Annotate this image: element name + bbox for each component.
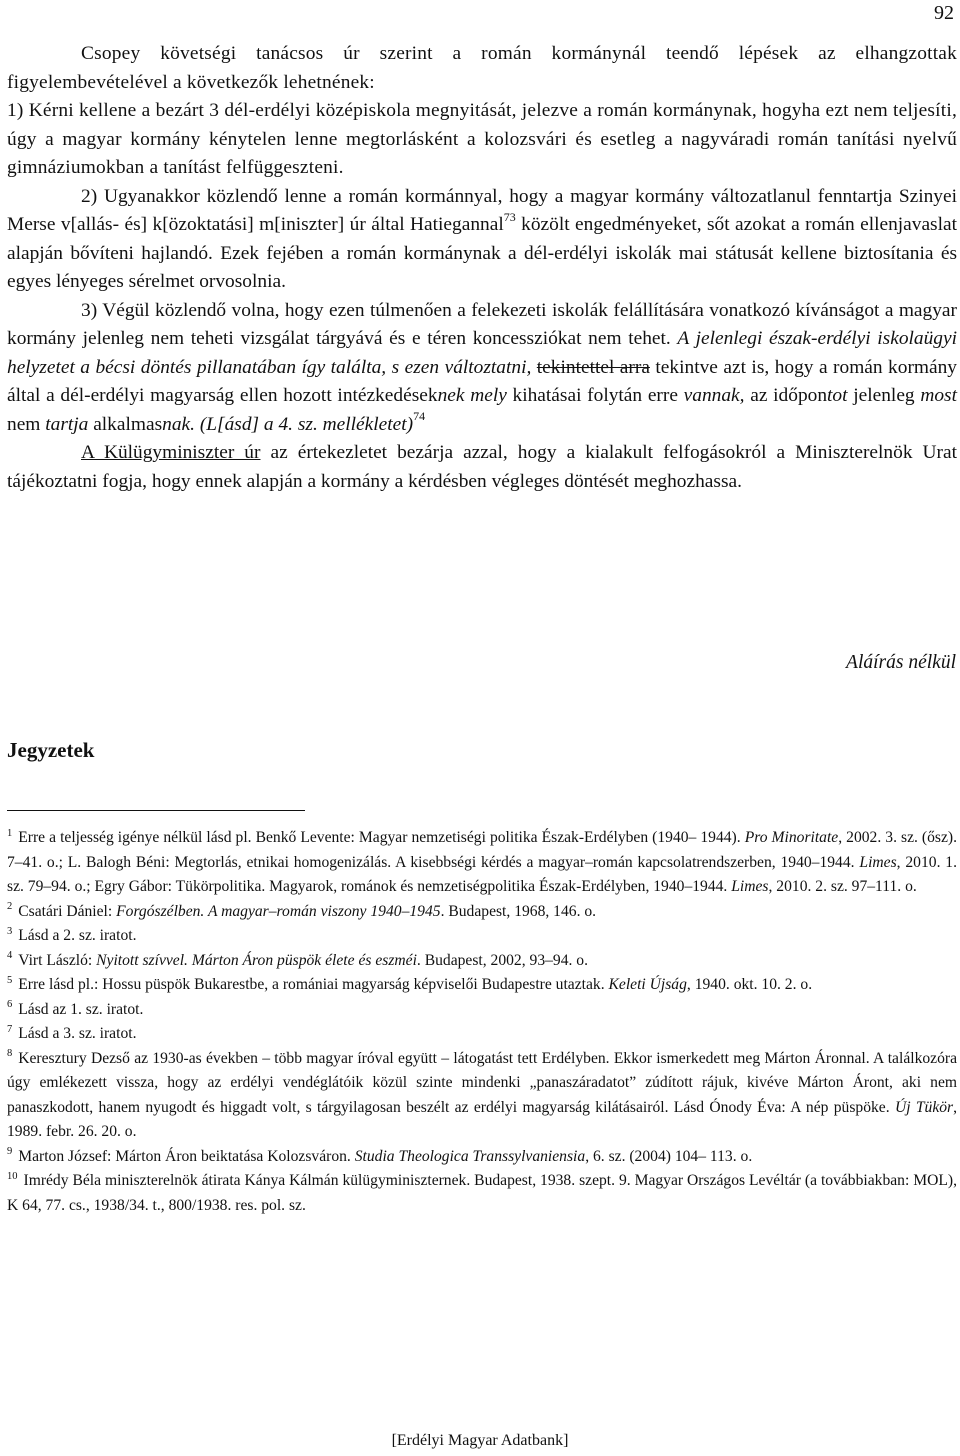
paragraph-point-1: 1) Kérni kellene a bezárt 3 dél-erdélyi középiskola megnyitását, jelezve a román kormánynak, hogyha ezt nem teljesíti, úgy a magyar kormány kénytelen lenne megtorlásként a kolozsvári és esetleg a nagyváradi román tanítási nyelvű gimnáziumokban a tanítást felfüggeszteni. bbox=[7, 100, 957, 178]
footnote-italic: Limes bbox=[859, 853, 897, 871]
footnote-text: . Budapest, 2002, 93–94. o. bbox=[416, 951, 588, 969]
footnote-text: Lásd az 1. sz. iratot. bbox=[18, 1000, 144, 1018]
footnote-8 bbox=[7, 1047, 957, 1145]
footnote-text: Marton József: Márton Áron beiktatása Kolozsváron. bbox=[18, 1147, 355, 1165]
inserted-text: tartja bbox=[45, 413, 89, 435]
text-run: nem bbox=[7, 413, 46, 435]
paragraph-closing bbox=[7, 439, 957, 496]
footnote-text: , 6. sz. (2004) 104– 113. o. bbox=[585, 1147, 753, 1165]
inserted-text: nek mely bbox=[437, 385, 507, 406]
footnote-9 bbox=[7, 1145, 957, 1170]
struck-text: tekintettel arra bbox=[536, 356, 650, 378]
footnote-text: Lásd a 3. sz. iratot. bbox=[18, 1025, 137, 1042]
paragraph-intro: Csopey követségi tanácsos úr szerint a román kormánynál teendő lépések az elhangzottak figyelembevételével a következők lehetnének: bbox=[7, 43, 957, 93]
footnote-text: Keresztury Dezső az 1930-as években – több magyar íróval együtt – látogatást tett Erdélyben. Ekkor ismerkedett meg Márton Áronnal. A találkozóra úgy emlékezett vissza, hogy az erdélyi vendéglátóik közül szinte mindenki „panaszáradatot” zúdított rájuk, kivéve Márton Áront, aki nem panaszkodott, hanem nyugodt és higgadt volt, s tárgyilagosan beszélt az erdélyi magyarság kilátásairól. Lásd Ónody Éva: A nép püspöke. bbox=[7, 1049, 957, 1116]
inserted-text: most bbox=[920, 385, 957, 406]
footnote-italic: Nyitott szívvel. Márton Áron püspök élete és eszméi bbox=[96, 951, 417, 969]
page-number: 92 bbox=[934, 2, 954, 24]
footnote-text: Lásd a 2. sz. iratot. bbox=[18, 927, 137, 944]
footnote-text: . Budapest, 1968, 146. o. bbox=[440, 902, 597, 920]
inserted-text: A jelenlegi észak-erdélyi iskolaügyi helyzetet a bécsi döntés pillanatában így találta, s ezen változtatni, bbox=[7, 328, 957, 378]
footnote-italic: Keleti Újság bbox=[608, 976, 687, 993]
text-run: jelenleg bbox=[847, 385, 921, 406]
text-run: tekintve azt is, hogy a román kormány által a dél-erdélyi magyarság ellen hozott intézkedések bbox=[7, 356, 957, 406]
footnote-ref-74: 74 bbox=[413, 409, 426, 424]
footnote-italic: Studia Theologica Transsylvaniensia bbox=[354, 1147, 586, 1165]
minister-underlined: A Külügyminiszter úr bbox=[81, 442, 261, 463]
footnote-4 bbox=[7, 949, 957, 974]
footnote-number: 6 bbox=[7, 999, 13, 1011]
footnote-italic: Pro Minoritate bbox=[744, 829, 839, 846]
footnote-text: Csatári Dániel: bbox=[18, 902, 117, 920]
footnote-number: 10 bbox=[7, 1170, 18, 1182]
footnote-italic: Forgószélben. A magyar–román viszony 1940–1945 bbox=[116, 902, 441, 920]
footnote-text: , 1940. okt. 10. 2. o. bbox=[686, 976, 813, 993]
footnote-text: Imrédy Béla miniszterelnök átirata Kánya Kálmán külügyminiszternek. Budapest, 1938. szept. 9. Magyar Országos Levéltár (a továbbiakban: MOL), K 64, 77. cs., 1938/34. t., 800/1938. res. pol. sz. bbox=[7, 1172, 957, 1214]
footnote-3 bbox=[7, 924, 957, 949]
footnote-number: 4 bbox=[7, 950, 13, 962]
footnote-text: , 2010. 2. sz. 97–111. o. bbox=[768, 878, 917, 895]
paragraph-point-2 bbox=[7, 183, 957, 297]
footnote-text: , 2002. 3. sz. (ősz). 7–41. o.; L. Balogh Béni: Megtorlás, etnikai homogenizálás. A kisebbségi kérdés a magyar–román kapcsolatrendszerben, 1940–1944. bbox=[7, 829, 957, 871]
text-run: az értekezletet bezárja azzal, hogy a kialakult felfogásokról a Miniszterelnök Urat tájékoztatni fogja, hogy ennek alapján a kormány a kérdésben végleges döntését meghozhassa. bbox=[7, 442, 957, 492]
footnote-number: 5 bbox=[7, 974, 13, 986]
footnote-text: Erre lásd pl.: Hossu püspök Bukarestbe, a romániai magyarság képviselői Budapestre utaztak. bbox=[18, 976, 609, 993]
footnote-text: , 2010. 1. sz. 79–94. o.; Egry Gábor: Tükörpolitika. Magyarok, románok és nemzetiségpolitika Észak-Erdélyben, 1940–1944. bbox=[7, 853, 957, 895]
footnote-text: Erre a teljesség igénye nélkül lásd pl. Benkő Levente: Magyar nemzetiségi politika Észak-Erdélyben (1940– 1944). bbox=[18, 829, 745, 846]
notes-heading: Jegyzetek bbox=[7, 738, 95, 762]
footnote-number: 9 bbox=[7, 1146, 13, 1158]
footnote-2 bbox=[7, 900, 957, 925]
page-footer: [Erdélyi Magyar Adatbank] bbox=[391, 1432, 569, 1449]
footnote-6 bbox=[7, 998, 957, 1023]
text-run: alkalmas bbox=[88, 413, 163, 435]
footnote-text: , 1989. febr. 26. 20. o. bbox=[7, 1098, 958, 1140]
footnote-number: 3 bbox=[7, 925, 13, 937]
footnote-7 bbox=[7, 1022, 957, 1047]
text-run: 3) Végül közlendő volna, hogy ezen túlmenően a felekezeti iskolák felállítására vonatkozó kívánságot a magyar kormány jelenleg nem teheti vizsgálat tárgyává és e téren koncessziókat nem tehet. bbox=[7, 299, 957, 349]
footnote-divider bbox=[7, 810, 305, 811]
footnotes-list bbox=[7, 826, 957, 1218]
inserted-text: tot bbox=[827, 385, 848, 406]
signature-note: Aláírás nélkül bbox=[846, 652, 956, 673]
footnote-number: 7 bbox=[7, 1023, 13, 1035]
inserted-text: nak. (L[ásd] a 4. sz. mellékletet) bbox=[162, 413, 414, 435]
footnote-number: 1 bbox=[7, 827, 13, 839]
text-run: kihatásai folytán erre bbox=[506, 385, 684, 406]
footnote-1 bbox=[7, 826, 957, 900]
text-run: 2) Ugyanakkor közlendő lenne a román kormánnyal, hogy a magyar kormány változatlanul fenntartja Szinyei Merse v[allás- és] k[özoktatási] m[iniszter] úr által Hatiegannal bbox=[7, 185, 957, 235]
text-run: közölt engedményeket, sőt azokat a román ellenjavaslat alapján bővíteni hajlandó. Ezek fejében a román kormánynak a dél-erdélyi iskolák mai státusát kellene biztosítania és egyes lényeges sérelmet orvosolnia. bbox=[7, 214, 957, 292]
footnote-5 bbox=[7, 973, 957, 998]
footnote-ref-73: 73 bbox=[503, 209, 516, 224]
inserted-text: vannak, bbox=[683, 385, 745, 406]
footnote-number: 2 bbox=[7, 901, 13, 913]
footnote-italic: Limes bbox=[731, 878, 769, 895]
footnote-text: Virt László: bbox=[18, 951, 97, 969]
paragraph-point-3 bbox=[7, 297, 957, 440]
footnote-italic: Új Tükör bbox=[894, 1098, 954, 1116]
document-body bbox=[7, 40, 957, 496]
text-run: az időpon bbox=[744, 385, 828, 406]
footnote-10 bbox=[7, 1169, 957, 1218]
footnote-number: 8 bbox=[7, 1048, 13, 1060]
